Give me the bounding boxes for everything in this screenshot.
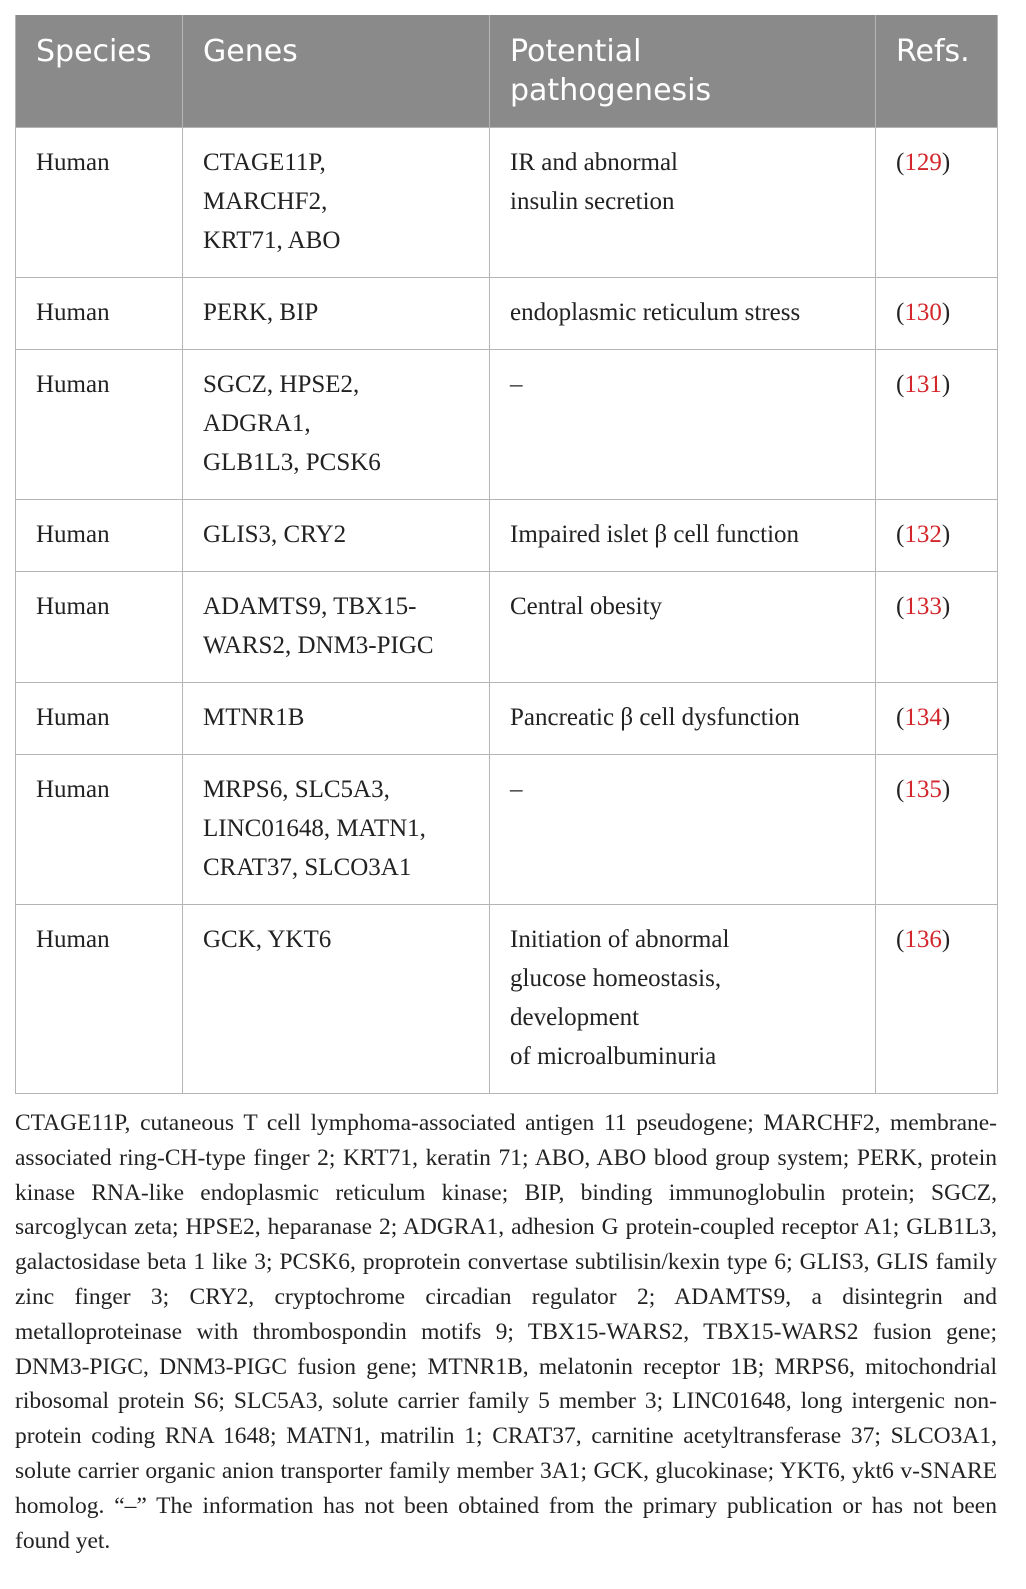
- reference-link[interactable]: 131: [904, 371, 942, 398]
- pathogenesis-line: Initiation of abnormal: [510, 926, 730, 953]
- cell-pathogenesis: [490, 278, 876, 350]
- cell-genes: [183, 905, 490, 1094]
- cell-ref: (133): [876, 572, 998, 683]
- gene-line: LINC01648, MATN1,: [203, 815, 426, 842]
- gene-line: PERK, BIP: [203, 299, 319, 326]
- gene-line: MRPS6, SLC5A3,: [203, 776, 390, 803]
- gene-line: ADAMTS9, TBX15-: [203, 593, 417, 620]
- pathogenesis-line: insulin secretion: [510, 188, 675, 215]
- gene-line: GLB1L3, PCSK6: [203, 449, 381, 476]
- header-line: Potential: [510, 34, 642, 69]
- gene-line: GLIS3, CRY2: [203, 521, 347, 548]
- header-line: Species: [36, 34, 152, 69]
- cell-species: Human: [16, 572, 183, 683]
- pathogenesis-line: –: [510, 776, 523, 803]
- cell-genes: [183, 128, 490, 278]
- gene-line: MARCHF2,: [203, 188, 328, 215]
- table-row: [16, 350, 998, 500]
- header-line: Refs.: [896, 34, 970, 69]
- table-row: [16, 128, 998, 278]
- cell-species: Human: [16, 350, 183, 500]
- document: [15, 15, 997, 1558]
- cell-genes: [183, 755, 490, 905]
- cell-genes: [183, 500, 490, 572]
- header-species: [16, 15, 183, 128]
- header-line: pathogenesis: [510, 73, 712, 108]
- gene-line: WARS2, DNM3-PIGC: [203, 632, 434, 659]
- pathogenesis-line: endoplasmic reticulum stress: [510, 299, 801, 326]
- cell-ref: (136): [876, 905, 998, 1094]
- reference-link[interactable]: 135: [904, 776, 942, 803]
- pathogenesis-line: glucose homeostasis,: [510, 965, 722, 992]
- cell-species: Human: [16, 905, 183, 1094]
- cell-species: Human: [16, 683, 183, 755]
- cell-species: Human: [16, 755, 183, 905]
- reference-link[interactable]: 133: [904, 593, 942, 620]
- header-genes: [183, 15, 490, 128]
- pathogenesis-line: of microalbuminuria: [510, 1043, 717, 1070]
- pathogenesis-line: Pancreatic β cell dysfunction: [510, 704, 800, 731]
- cell-genes: [183, 278, 490, 350]
- cell-pathogenesis: [490, 572, 876, 683]
- cell-ref: (132): [876, 500, 998, 572]
- cell-genes: [183, 683, 490, 755]
- table-row: [16, 755, 998, 905]
- cell-pathogenesis: [490, 683, 876, 755]
- reference-link[interactable]: 130: [904, 299, 942, 326]
- table-row: [16, 278, 998, 350]
- cell-genes: [183, 350, 490, 500]
- reference-link[interactable]: 136: [904, 926, 942, 953]
- pathogenesis-line: –: [510, 371, 523, 398]
- pathogenesis-line: Impaired islet β cell function: [510, 521, 800, 548]
- cell-species: Human: [16, 500, 183, 572]
- cell-pathogenesis: [490, 500, 876, 572]
- cell-ref: (131): [876, 350, 998, 500]
- reference-link[interactable]: 134: [904, 704, 942, 731]
- data-table: [15, 15, 998, 1094]
- reference-link[interactable]: 129: [904, 149, 942, 176]
- gene-line: CRAT37, SLCO3A1: [203, 854, 412, 881]
- cell-pathogenesis: [490, 755, 876, 905]
- gene-line: MTNR1B: [203, 704, 305, 731]
- gene-line: GCK, YKT6: [203, 926, 332, 953]
- gene-line: SGCZ, HPSE2,: [203, 371, 360, 398]
- pathogenesis-line: development: [510, 1004, 640, 1031]
- pathogenesis-line: Central obesity: [510, 593, 663, 620]
- header-line: Genes: [203, 34, 298, 69]
- cell-ref: (135): [876, 755, 998, 905]
- table-footnote: CTAGE11P, cutaneous T cell lymphoma-associated antigen 11 pseudogene; MARCHF2, membrane-associated ring-CH-type finger 2; KRT71, keratin 71; ABO, ABO blood group system; PERK, protein kinase RNA-like endoplasmic reticulum kinase; BIP, binding immunoglobulin protein; SGCZ, sarcoglycan zeta; HPSE2, heparanase 2; ADGRA1, adhesion G protein-coupled receptor A1; GLB1L3, galactosidase beta 1 like 3; PCSK6, proprotein convertase subtilisin/kexin type 6; GLIS3, GLIS family zinc finger 3; CRY2, cryptochrome circadian regulator 2; ADAMTS9, a disintegrin and metalloproteinase with thrombospondin motifs 9; TBX15-WARS2, TBX15-WARS2 fusion gene; DNM3-PIGC, DNM3-PIGC fusion gene; MTNR1B, melatonin receptor 1B; MRPS6, mitochondrial ribosomal protein S6; SLC5A3, solute carrier family 5 member 3; LINC01648, long intergenic non-protein coding RNA 1648; MATN1, matrilin 1; CRAT37, carnitine acetyltransferase 37; SLCO3A1, solute carrier organic anion transporter family member 3A1; GCK, glucokinase; YKT6, ykt6 v-SNARE homolog. “–” The information has not been obtained from the primary publication or has not been found yet.: [15, 1110, 997, 1554]
- cell-ref: (130): [876, 278, 998, 350]
- gene-line: CTAGE11P,: [203, 149, 326, 176]
- header-refs: [876, 15, 998, 128]
- table-row: [16, 500, 998, 572]
- table-body: [16, 128, 998, 1094]
- reference-link[interactable]: 132: [904, 521, 942, 548]
- gene-line: KRT71, ABO: [203, 227, 341, 254]
- cell-pathogenesis: [490, 128, 876, 278]
- cell-species: Human: [16, 278, 183, 350]
- table-header-row: [16, 15, 998, 128]
- cell-ref: (134): [876, 683, 998, 755]
- cell-ref: (129): [876, 128, 998, 278]
- cell-species: Human: [16, 128, 183, 278]
- cell-pathogenesis: [490, 905, 876, 1094]
- cell-genes: [183, 572, 490, 683]
- gene-line: ADGRA1,: [203, 410, 311, 437]
- cell-pathogenesis: [490, 350, 876, 500]
- table-row: [16, 905, 998, 1094]
- pathogenesis-line: IR and abnormal: [510, 149, 679, 176]
- table-row: [16, 572, 998, 683]
- header-pathogenesis: [490, 15, 876, 128]
- table-row: [16, 683, 998, 755]
